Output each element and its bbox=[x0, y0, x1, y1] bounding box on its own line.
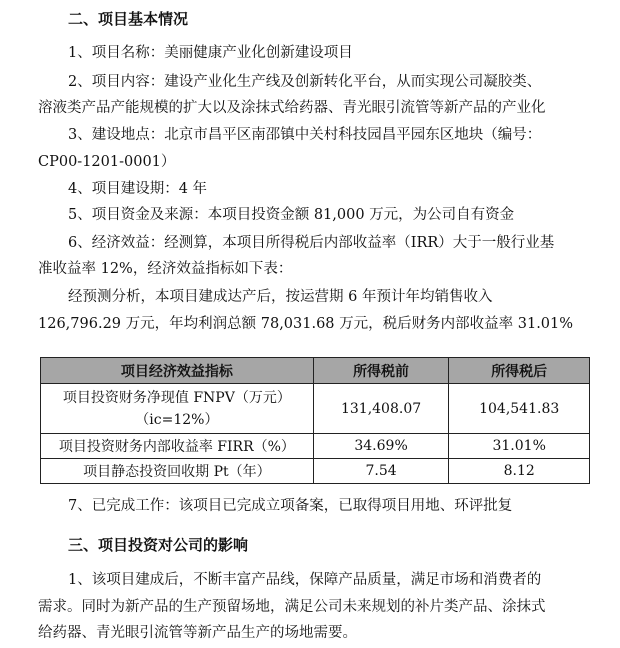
row-pre-tax: 34.69% bbox=[313, 434, 449, 459]
project-content-line: 2、项目内容：建设产业化生产线及创新转化平台，从而实现公司凝胶类、 bbox=[68, 74, 542, 90]
location-line-cont: CP00-1201-0001） bbox=[38, 154, 176, 170]
completed-work-line: 7、已完成工作：该项目已完成立项备案，已取得项目用地、环评批复 bbox=[68, 498, 513, 514]
row-post-tax: 104,541.83 bbox=[449, 384, 590, 434]
table-row bbox=[41, 384, 590, 434]
economic-benefit-line: 6、经济效益：经测算，本项目所得税后内部收益率（IRR）大于一般行业基 bbox=[68, 235, 555, 251]
impact-line-cont: 需求。同时为新产品的生产预留场地，满足公司未来规划的补片类产品、涂抹式 bbox=[38, 599, 546, 615]
header-post-tax: 所得税后 bbox=[449, 358, 590, 384]
header-indicator: 项目经济效益指标 bbox=[41, 358, 314, 384]
header-pre-tax: 所得税前 bbox=[313, 358, 449, 384]
row-post-tax: 8.12 bbox=[449, 459, 590, 484]
row-pre-tax: 7.54 bbox=[313, 459, 449, 484]
forecast-line-cont: 126,796.29 万元，年均利润总额 78,031.68 万元，税后财务内部收益率 31.01% bbox=[38, 316, 574, 332]
row-label bbox=[41, 384, 314, 434]
table-row bbox=[41, 434, 590, 459]
section-3-heading: 三、项目投资对公司的影响 bbox=[68, 536, 249, 554]
economic-indicators-table bbox=[40, 357, 590, 484]
project-content-line-cont: 溶液类产品产能规模的扩大以及涂抹式给药器、青光眼引流管等新产品的产业化 bbox=[38, 100, 546, 116]
project-name-line: 1、项目名称：美丽健康产业化创新建设项目 bbox=[68, 45, 353, 61]
row-pre-tax: 131,408.07 bbox=[313, 384, 449, 434]
funding-line: 5、项目资金及来源：本项目投资金额 81,000 万元，为公司自有资金 bbox=[68, 207, 515, 223]
row-label: 项目投资财务内部收益率 FIRR（%） bbox=[41, 434, 314, 459]
economic-benefit-line-cont: 准收益率 12%，经济效益指标如下表： bbox=[38, 261, 293, 277]
impact-line-cont-2: 给药器、青光眼引流管等新产品生产的场地需要。 bbox=[38, 625, 357, 641]
row-post-tax: 31.01% bbox=[449, 434, 590, 459]
row-label-line2: （ic=12%） bbox=[135, 411, 219, 428]
table-header-row bbox=[41, 358, 590, 384]
location-line: 3、建设地点：北京市昌平区南邵镇中关村科技园昌平园东区地块（编号： bbox=[68, 127, 542, 143]
impact-line: 1、该项目建成后，不断丰富产品线，保障产品质量，满足市场和消费者的 bbox=[68, 572, 542, 588]
forecast-line: 经预测分析，本项目建成达产后，按运营期 6 年预计年均销售收入 bbox=[68, 289, 493, 305]
row-label-line1: 项目投资财务净现值 FNPV（万元） bbox=[62, 389, 291, 406]
table-row bbox=[41, 459, 590, 484]
row-label: 项目静态投资回收期 Pt（年） bbox=[41, 459, 314, 484]
section-2-heading: 二、项目基本情况 bbox=[68, 10, 189, 28]
construction-period-line: 4、项目建设期：4 年 bbox=[68, 181, 208, 197]
